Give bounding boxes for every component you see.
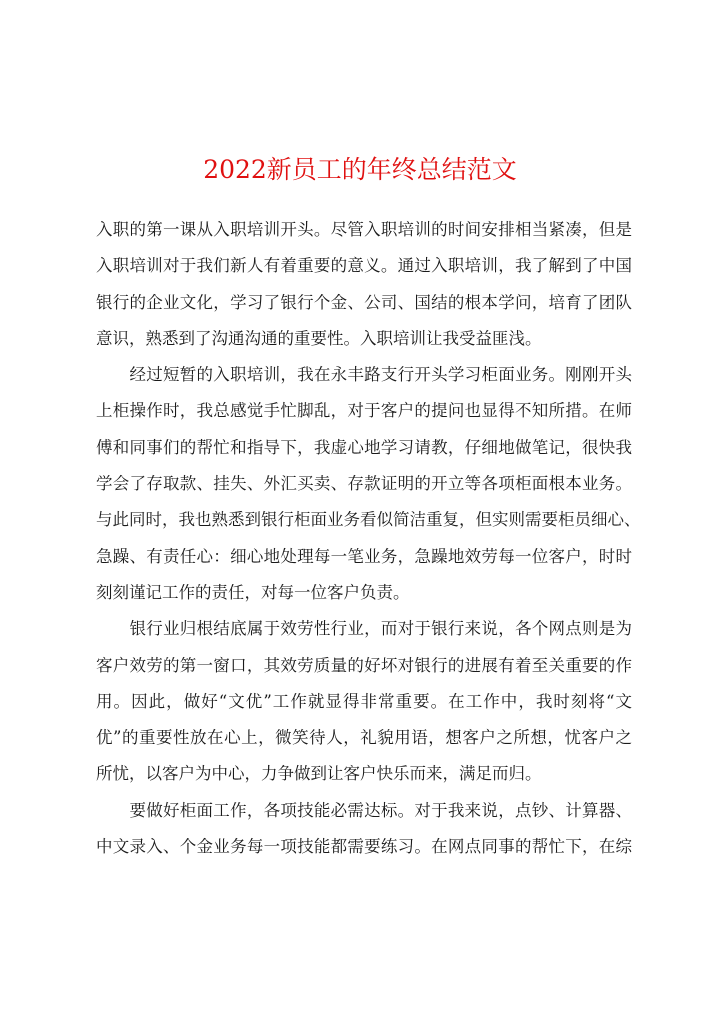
document-title: 2022新员工的年终总结范文: [203, 155, 517, 184]
paragraph: [96, 212, 632, 357]
document-body: [96, 212, 641, 865]
paragraph-line: 入职的第一课从入职培训开头。尽管入职培训的时间安排相当紧凑，但是: [96, 220, 632, 239]
paragraph: [96, 611, 632, 792]
paragraph-line: 入职培训对于我们新人有着重要的意义。通过入职培训，我了解到了中国: [96, 256, 632, 276]
paragraph-line: 经过短暂的入职培训，我在永丰路支行开头学习柜面业务。刚刚开头: [96, 365, 632, 385]
paragraph-line: 上柜操作时，我总感觉手忙脚乱，对于客户的提问也显得不知所措。在师: [96, 401, 632, 421]
paragraph-line: 用。因此，做好“文优”工作就显得非常重要。在工作中，我时刻将“文: [96, 691, 632, 711]
paragraph-line: 所忧，以客户为中心，力争做到让客户快乐而来，满足而归。: [96, 764, 542, 784]
paragraph-line: 优”的重要性放在心上，微笑待人，礼貌用语，想客户之所想，忧客户之: [96, 728, 632, 748]
paragraph-line: 中文录入、个金业务每一项技能都需要练习。在网点同事的帮忙下，在综: [96, 837, 632, 857]
paragraph-line: 学会了存取款、挂失、外汇买卖、存款证明的开立等各项柜面根本业务。: [96, 474, 632, 494]
paragraph: [96, 357, 641, 611]
paragraph-line: 银行的企业文化，学习了银行个金、公司、国结的根本学问，培育了团队: [96, 292, 632, 312]
paragraph-line: 意识，熟悉到了沟通沟通的重要性。入职培训让我受益匪浅。: [96, 328, 542, 348]
paragraph-line: 刻刻谨记工作的责任，对每一位客户负责。: [96, 582, 410, 602]
paragraph: [96, 793, 632, 866]
paragraph-line: 急躁、有责任心：细心地处理每一笔业务，急躁地效劳每一位客户，时时: [96, 546, 632, 566]
paragraph-line: 傅和同事们的帮忙和指导下，我虚心地学习请教，仔细地做笔记，很快我: [96, 437, 632, 457]
paragraph-line: 银行业归根结底属于效劳性行业，而对于银行来说，各个网点则是为: [96, 619, 632, 639]
paragraph-line: 要做好柜面工作，各项技能必需达标。对于我来说，点钞、计算器、: [96, 800, 632, 820]
paragraph-line: 客户效劳的第一窗口，其效劳质量的好坏对银行的进展有着至关重要的作: [96, 655, 632, 675]
paragraph-line: 与此同时，我也熟悉到银行柜面业务看似简洁重复，但实则需要柜员细心、: [96, 510, 641, 530]
